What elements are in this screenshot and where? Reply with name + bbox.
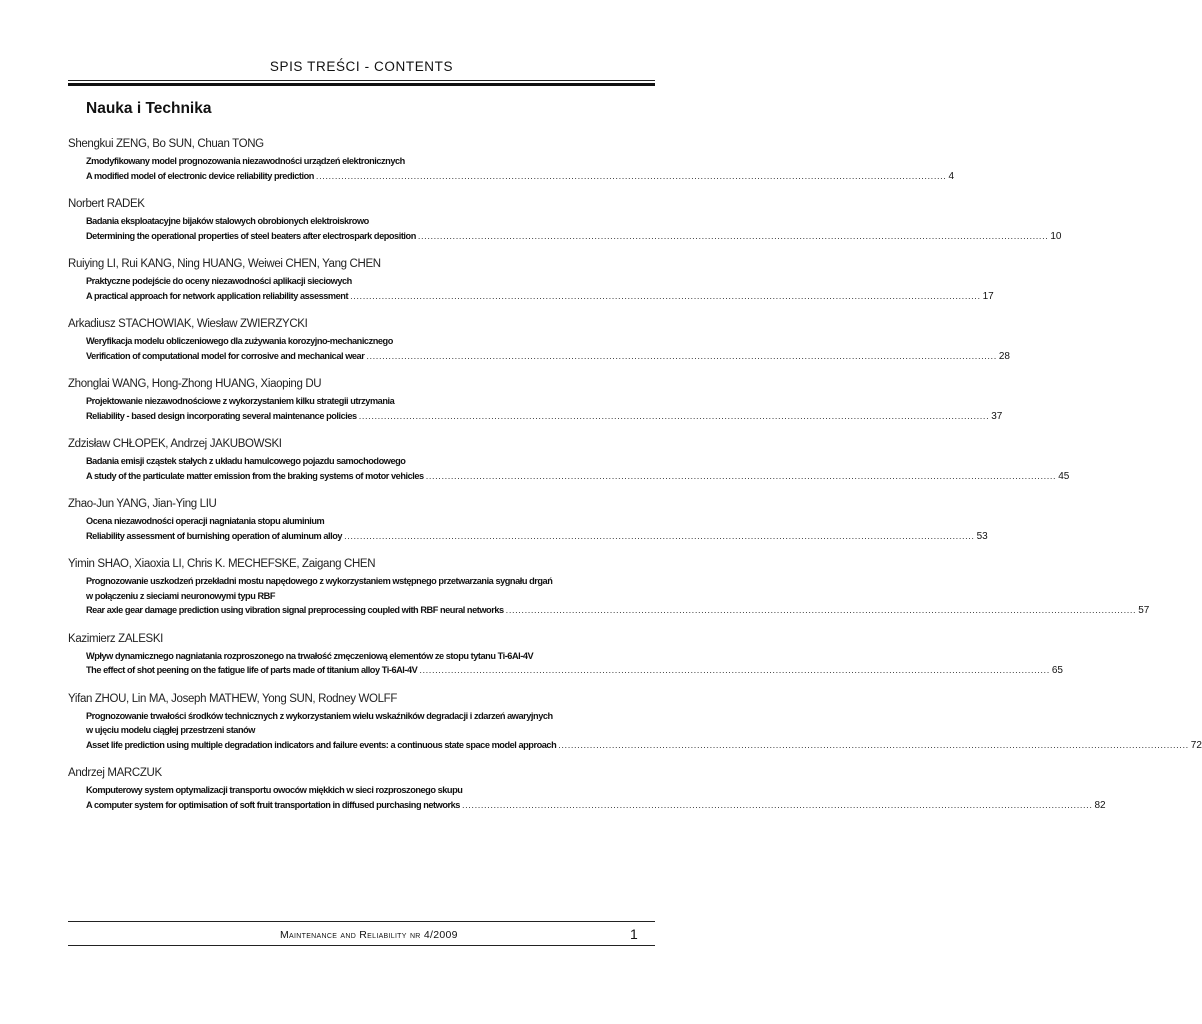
entry-title-english: A modified model of electronic device reliability prediction: [86, 170, 314, 181]
entry-title-polish: w połączeniu z sieciami neuronowymi typu RBF: [86, 590, 275, 601]
section-title: Nauka i Technika: [86, 100, 212, 117]
dot-leader: ........................................................................................................................................................................................................: [350, 290, 981, 301]
entry-title-english: A practical approach for network application reliability assessment: [86, 290, 349, 301]
toc-entry: [68, 376, 1003, 424]
entry-authors: Norbert RADEK: [68, 198, 145, 210]
entry-title-polish: Prognozowanie uszkodzeń przekładni mostu napędowego z wykorzystaniem wstępnego przetwarzania sygnału drgań: [86, 576, 553, 586]
dot-leader: ........................................................................................................................................................................................................: [358, 410, 990, 421]
entry-title-english-row[interactable]: [68, 169, 954, 185]
toc-entry: [68, 136, 954, 184]
entry-page-number: 37: [991, 410, 1003, 422]
entry-page-number: 28: [998, 350, 1010, 362]
footer-journal: Maintenance and Reliability nr 4/2009: [280, 929, 458, 941]
entry-title-polish: Badania emisji cząstek stałych z układu hamulcowego pojazdu samochodowego: [86, 456, 406, 466]
toc-entry: [68, 316, 1010, 364]
entry-title-english: A study of the particulate matter emission from the braking systems of motor vehicles: [86, 470, 424, 481]
entry-page-number: 72: [1190, 739, 1202, 751]
dot-leader: ........................................................................................................................................................................................................: [505, 605, 1137, 615]
entry-title-polish: Projektowanie niezawodnościowe z wykorzystaniem kilku strategii utrzymania: [86, 396, 395, 406]
dot-leader: ........................................................................................................................................................................................................: [558, 739, 1189, 750]
dot-leader: ........................................................................................................................................................................................................: [366, 350, 997, 361]
dot-leader: ........................................................................................................................................................................................................: [315, 170, 947, 181]
entry-authors: Shengkui ZENG, Bo SUN, Chuan TONG: [68, 138, 264, 150]
toc-entry: [68, 691, 1202, 754]
toc-entry: [68, 496, 988, 544]
entry-title-polish: Badania eksploatacyjne bijaków stalowych obrobionych elektroiskrowo: [86, 216, 369, 226]
entry-title-english-row[interactable]: [68, 469, 1070, 485]
entry-title-polish: Wpływ dynamicznego nagniatania rozproszonego na trwałość zmęczeniową elementów ze stopu tytanu Ti-6Al-4V: [86, 650, 534, 661]
entry-title-polish: Zmodyfikowany model prognozowania niezawodności urządzeń elektronicznych: [86, 156, 405, 166]
entry-authors: Zdzisław CHŁOPEK, Andrzej JAKUBOWSKI: [68, 438, 282, 450]
entry-authors: Zhonglai WANG, Hong-Zhong HUANG, Xiaoping DU: [68, 378, 322, 390]
entry-title-english: Reliability - based design incorporating several maintenance policies: [86, 410, 357, 421]
footer-rule-top: [68, 921, 655, 922]
dot-leader: ........................................................................................................................................................................................................: [425, 470, 1057, 481]
entry-authors: Zhao-Jun YANG, Jian-Ying LIU: [68, 498, 217, 510]
entry-title-polish: w ujęciu modelu ciągłej przestrzeni stanów: [86, 725, 255, 735]
entry-title-english: Determining the operational properties of steel beaters after electrospark deposition: [86, 230, 416, 241]
toc-entry: [68, 256, 994, 304]
entry-page-number: 17: [982, 290, 994, 302]
entry-title-english: Verification of computational model for corrosive and mechanical wear: [86, 350, 365, 361]
toc-entry: [68, 436, 1070, 484]
contents-list: [68, 136, 1202, 825]
dot-leader: ........................................................................................................................................................................................................: [419, 665, 1050, 675]
entry-page-number: 65: [1051, 665, 1063, 676]
entry-authors: Arkadiusz STACHOWIAK, Wiesław ZWIERZYCKI: [68, 318, 308, 330]
entry-page-number: 10: [1050, 230, 1062, 242]
entry-authors: Kazimierz ZALESKI: [68, 632, 164, 645]
dot-leader: ........................................................................................................................................................................................................: [344, 530, 975, 541]
entry-page-number: 82: [1094, 799, 1106, 811]
entry-page-number: 4: [948, 170, 954, 182]
entry-title-english-row[interactable]: [68, 529, 988, 545]
entry-title-english-row[interactable]: [68, 603, 1150, 619]
entry-page-number: 45: [1058, 470, 1070, 482]
page-header-title: SPIS TREŚCI - CONTENTS: [269, 59, 454, 74]
entry-title-english: The effect of shot peening on the fatigue life of parts made of titanium alloy Ti-6Al-4V: [86, 665, 418, 675]
entry-title-polish: Prognozowanie trwałości środków technicznych z wykorzystaniem wielu wskaźników degradacji i zdarzeń awaryjnych: [86, 710, 553, 721]
entry-title-english: Asset life prediction using multiple degradation indicators and failure events: a continuous state space model approach: [86, 739, 557, 750]
toc-entry: [68, 196, 1062, 244]
footer-rule-bottom: [68, 945, 655, 946]
header-rule-thick: [68, 83, 655, 86]
entry-page-number: 53: [976, 530, 988, 542]
footer-page-number: 1: [630, 926, 638, 942]
entry-authors: Yimin SHAO, Xiaoxia LI, Chris K. MECHEFSKE, Zaigang CHEN: [68, 558, 376, 570]
entry-title-english-row[interactable]: [68, 409, 1003, 425]
entry-title-polish: Komputerowy system optymalizacji transportu owoców miękkich w sieci rozproszonego skupu: [86, 785, 463, 795]
entry-title-english: Reliability assessment of burnishing operation of aluminum alloy: [86, 530, 343, 541]
toc-entry: [68, 631, 1063, 679]
header-rule-thin: [68, 80, 655, 81]
dot-leader: ........................................................................................................................................................................................................: [417, 230, 1049, 241]
entry-authors: Andrzej MARCZUK: [68, 767, 162, 779]
entry-title-english-row[interactable]: [68, 798, 1106, 814]
entry-title-english-row[interactable]: [68, 738, 1202, 754]
entry-title-polish: Praktyczne podejście do oceny niezawodności aplikacji sieciowych: [86, 276, 352, 286]
entry-title-english-row[interactable]: [68, 229, 1062, 245]
entry-title-polish: Weryfikacja modelu obliczeniowego dla zużywania korozyjno-mechanicznego: [86, 336, 393, 346]
entry-title-english-row[interactable]: [68, 663, 1063, 679]
toc-entry: [68, 765, 1106, 813]
entry-title-english-row[interactable]: [68, 349, 1010, 365]
entry-authors: Yifan ZHOU, Lin MA, Joseph MATHEW, Yong SUN, Rodney WOLFF: [68, 692, 398, 705]
entry-title-english: Rear axle gear damage prediction using vibration signal preprocessing coupled with RBF neural networks: [86, 605, 504, 615]
entry-authors: Ruiying LI, Rui KANG, Ning HUANG, Weiwei CHEN, Yang CHEN: [68, 258, 381, 270]
entry-title-english: A computer system for optimisation of soft fruit transportation in diffused purchasing networks: [86, 799, 460, 810]
toc-entry: [68, 556, 1150, 619]
dot-leader: ........................................................................................................................................................................................................: [461, 799, 1093, 810]
entry-title-polish: Ocena niezawodności operacji nagniatania stopu aluminium: [86, 516, 325, 526]
entry-page-number: 57: [1138, 605, 1150, 616]
entry-title-english-row[interactable]: [68, 289, 994, 305]
